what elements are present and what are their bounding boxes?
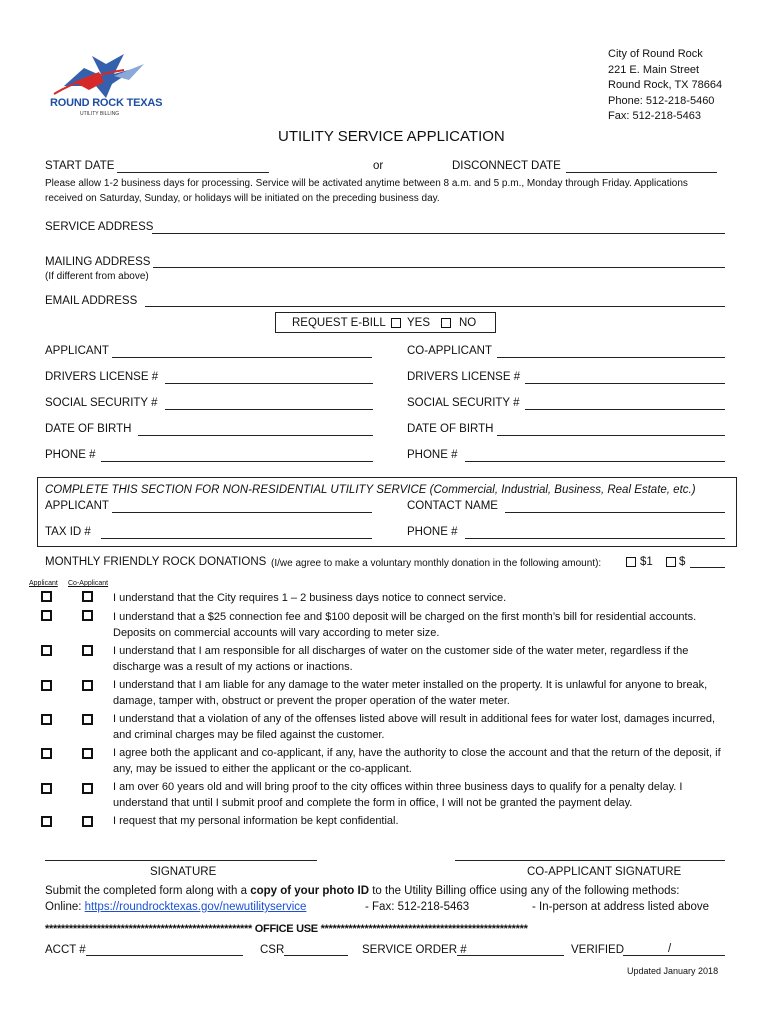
co-phone-field[interactable] [465, 461, 725, 462]
statement-text: I understand that I am liable for any damage to the water meter installed on the property. It is unlawful for anyone to break, damage, tamper with, obstruct or prevent the proper operation of the water meter. [113, 679, 708, 707]
contact-name-label: CONTACT NAME [407, 500, 498, 512]
statement-text: I understand that a violation of any of the offenses listed above will result in additional fees for water lost, damages incurred, and criminal charges may be filed against the customer. [113, 713, 716, 741]
start-date-label: START DATE [45, 160, 115, 172]
co-applicant-label: CO-APPLICANT [407, 345, 492, 357]
service-order-label: SERVICE ORDER # [362, 944, 467, 956]
co-date-of-birth-label: DATE OF BIRTH [407, 423, 494, 435]
updated-date: Updated January 2018 [627, 966, 719, 976]
social-security-field[interactable] [165, 409, 373, 410]
mailing-address-note: (If different from above) [45, 271, 149, 282]
applicant-checkbox[interactable] [41, 816, 52, 827]
address-line: City of Round Rock [608, 48, 703, 60]
office-use-stars-right: **************************************************** [320, 923, 528, 935]
ebill-label: REQUEST E-BILL [292, 317, 386, 329]
applicant-label: APPLICANT [45, 345, 109, 357]
date-of-birth-field[interactable] [138, 435, 373, 436]
applicant-checkbox[interactable] [41, 748, 52, 759]
non-residential-heading: COMPLETE THIS SECTION FOR NON-RESIDENTIAL UTILITY SERVICE (Commercial, Industrial, Business, Real Estate, etc.) [45, 484, 696, 496]
co-applicant-signature-label: CO-APPLICANT SIGNATURE [527, 866, 682, 878]
processing-note: Please allow 1-2 business days for processing. Service will be activated anytime between 8 a.m. and 5 p.m., Monday through Friday. Applications [45, 178, 688, 189]
address-line: Round Rock, TX 78664 [608, 79, 723, 91]
office-use-banner [45, 923, 528, 935]
social-security-label: SOCIAL SECURITY # [45, 397, 158, 409]
verified-field[interactable] [623, 955, 725, 956]
signature-field[interactable] [45, 860, 317, 861]
address-line: Fax: 512-218-5463 [608, 110, 701, 122]
processing-note-2: received on Saturday, Sunday, or holidays will be initiated on the preceding business day. [45, 193, 440, 204]
signature-label: SIGNATURE [150, 866, 217, 878]
statement-text: I am over 60 years old and will bring proof to the city offices within three business days to qualify for a penalty delay. I understand that until I submit proof and complete the form in office, I will not be granted the payment delay. [113, 781, 683, 809]
mailing-address-field[interactable] [153, 267, 725, 268]
tax-id-label: TAX ID # [45, 526, 91, 538]
co-applicant-checkbox[interactable] [82, 714, 93, 725]
date-of-birth-label: DATE OF BIRTH [45, 423, 132, 435]
online-label: Online: [45, 901, 85, 913]
co-date-of-birth-field[interactable] [497, 435, 725, 436]
nonres-applicant-field[interactable] [112, 512, 372, 513]
donation-other-field[interactable] [690, 567, 725, 568]
start-date-field[interactable] [117, 172, 269, 173]
email-address-field[interactable] [145, 306, 725, 307]
co-applicant-field[interactable] [497, 357, 725, 358]
or-label: or [373, 160, 384, 172]
co-social-security-field[interactable] [525, 409, 725, 410]
verified-label: VERIFIED [571, 944, 625, 956]
statement-text: I understand that I am responsible for all discharges of water on the customer side of the water meter, regardless if the discharge was a result of my actions or inactions. [113, 645, 689, 673]
nonres-applicant-label: APPLICANT [45, 500, 109, 512]
statement-text: I understand that the City requires 1 – 2 business days notice to connect service. [113, 592, 507, 604]
applicant-checkbox[interactable] [41, 783, 52, 794]
statement-text: I agree both the applicant and co-applicant, if any, have the authority to close the account and that the return of the deposit, if any, may be issued to either the applicant or the co-applicant. [113, 747, 721, 775]
co-applicant-checkbox[interactable] [82, 783, 93, 794]
phone-label: PHONE # [45, 449, 96, 461]
applicant-checkbox[interactable] [41, 610, 52, 621]
co-social-security-label: SOCIAL SECURITY # [407, 397, 520, 409]
submit-pre: Submit the completed form along with a [45, 885, 251, 897]
service-order-field[interactable] [457, 955, 564, 956]
co-applicant-column-header: Co-Applicant [68, 580, 109, 587]
donation-1-checkbox[interactable] [626, 557, 636, 567]
acct-label: ACCT # [45, 944, 86, 956]
nonres-phone-field[interactable] [465, 538, 725, 539]
donation-other-label: $ [679, 556, 686, 568]
applicant-checkbox[interactable] [41, 714, 52, 725]
nonres-phone-label: PHONE # [407, 526, 458, 538]
co-drivers-license-label: DRIVERS LICENSE # [407, 371, 521, 383]
applicant-checkbox[interactable] [41, 591, 52, 602]
online-method [45, 901, 306, 913]
ebill-yes-label: YES [407, 317, 431, 329]
submit-instructions [45, 885, 679, 897]
submit-bold: copy of your photo ID [250, 885, 370, 897]
logo-subtitle: UTILITY BILLING [80, 111, 120, 117]
phone-field[interactable] [101, 461, 373, 462]
tax-id-field[interactable] [101, 538, 372, 539]
donations-note: (I/we agree to make a voluntary monthly donation in the following amount): [271, 558, 602, 569]
donation-other-checkbox[interactable] [666, 557, 676, 567]
co-applicant-signature-field[interactable] [455, 860, 725, 861]
online-url-link[interactable]: https://roundrocktexas.gov/newutilityservice [84, 901, 307, 913]
co-drivers-license-field[interactable] [525, 383, 725, 384]
verified-slash: / [668, 943, 672, 955]
office-use-label: OFFICE USE [254, 923, 318, 935]
drivers-license-field[interactable] [165, 383, 373, 384]
ebill-no-label: NO [459, 317, 477, 329]
address-line: 221 E. Main Street [608, 63, 700, 76]
applicant-field[interactable] [112, 357, 372, 358]
contact-name-field[interactable] [505, 512, 725, 513]
statement-text: I understand that a $25 connection fee and $100 deposit will be charged on the first month’s bill for residential accounts. Deposits on commercial accounts will vary according to meter size. [113, 611, 697, 639]
city-address-block [608, 47, 722, 125]
acct-field[interactable] [86, 955, 243, 956]
co-applicant-checkbox[interactable] [82, 680, 93, 691]
applicant-checkbox[interactable] [41, 645, 52, 656]
office-use-stars-left: **************************************************** [45, 923, 253, 935]
applicant-checkbox[interactable] [41, 680, 52, 691]
ebill-no-checkbox[interactable] [441, 318, 451, 328]
donation-1-label: $1 [640, 556, 653, 568]
logo [44, 46, 194, 126]
service-address-field[interactable] [152, 233, 725, 234]
drivers-license-label: DRIVERS LICENSE # [45, 371, 159, 383]
co-applicant-checkbox[interactable] [82, 591, 93, 602]
co-applicant-checkbox[interactable] [82, 748, 93, 759]
service-address-label: SERVICE ADDRESS [45, 221, 154, 233]
csr-field[interactable] [284, 955, 348, 956]
address-line: Phone: 512-218-5460 [608, 94, 715, 107]
form-title: UTILITY SERVICE APPLICATION [278, 128, 505, 145]
disconnect-date-label: DISCONNECT DATE [452, 160, 561, 172]
submit-post: to the Utility Billing office using any of the following methods: [369, 885, 680, 897]
logo-name: ROUND ROCK TEXAS [50, 97, 163, 109]
co-applicant-checkbox[interactable] [82, 816, 93, 827]
co-applicant-checkbox[interactable] [82, 645, 93, 656]
disconnect-date-field[interactable] [566, 172, 717, 173]
mailing-address-label: MAILING ADDRESS [45, 256, 151, 268]
applicant-column-header: Applicant [29, 580, 58, 587]
donations-label: MONTHLY FRIENDLY ROCK DONATIONS [45, 556, 267, 568]
in-person-method: - In-person at address listed above [532, 901, 710, 913]
email-address-label: EMAIL ADDRESS [45, 295, 138, 307]
fax-method: - Fax: 512-218-5463 [365, 901, 470, 913]
co-phone-label: PHONE # [407, 449, 458, 461]
ebill-yes-checkbox[interactable] [391, 318, 401, 328]
co-applicant-checkbox[interactable] [82, 610, 93, 621]
statement-text: I request that my personal information be kept confidential. [113, 815, 399, 827]
csr-label: CSR [260, 944, 285, 956]
